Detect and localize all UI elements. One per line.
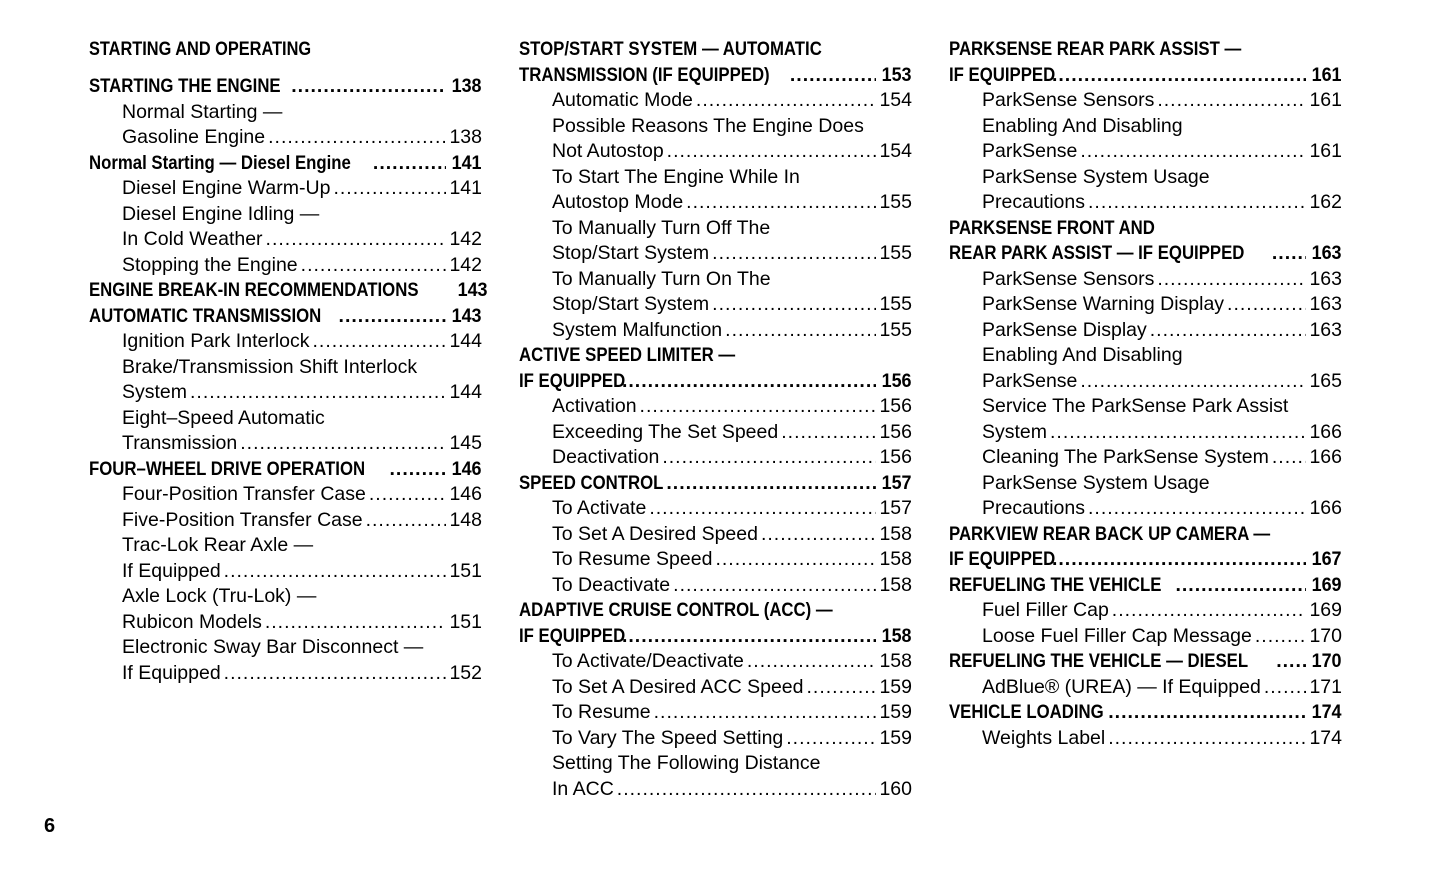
toc-major-entry[interactable] <box>89 278 488 304</box>
page-ref: 156 <box>879 420 912 443</box>
dot-leader <box>622 369 877 395</box>
entry-title-line: To Activate/Deactivate <box>552 650 744 672</box>
toc-sub-entry[interactable] <box>519 496 912 522</box>
entry-title-line: Precautions <box>982 497 1085 519</box>
page-ref: 152 <box>449 661 482 684</box>
page-ref: 159 <box>879 701 912 723</box>
toc-sub-entry[interactable] <box>949 598 1342 624</box>
dot-leader <box>339 304 447 330</box>
dot-leader <box>666 471 876 497</box>
entry-title-line: ParkSense Sensors <box>982 267 1155 290</box>
entry-title-line: VEHICLE LOADING <box>949 701 1104 723</box>
dot-leader <box>268 125 446 151</box>
page-ref: 155 <box>879 191 912 213</box>
dot-leader <box>1272 241 1307 267</box>
dot-leader <box>640 394 877 420</box>
entry-title-line: IF EQUIPPED <box>949 63 1056 86</box>
toc-sub-entry[interactable] <box>519 751 912 802</box>
page-ref: 153 <box>882 63 912 86</box>
dot-leader <box>662 445 876 471</box>
toc-major-entry[interactable] <box>949 649 1342 675</box>
dot-leader <box>240 431 446 457</box>
toc-sub-entry[interactable] <box>949 318 1342 344</box>
page-ref: 156 <box>882 369 912 392</box>
page-ref: 171 <box>1309 675 1342 698</box>
page-ref: 163 <box>1309 293 1342 315</box>
page-ref: 157 <box>879 497 912 519</box>
entry-title-line: IF EQUIPPED <box>519 369 626 392</box>
page-ref: 141 <box>449 177 482 199</box>
dot-leader <box>696 88 877 114</box>
toc-sub-entry[interactable] <box>89 329 482 355</box>
page-ref: 151 <box>449 559 482 582</box>
page-ref: 156 <box>879 446 912 468</box>
dot-leader <box>761 522 876 548</box>
toc-sub-entry[interactable] <box>89 176 482 202</box>
entry-title-line: Weights Label <box>982 726 1106 749</box>
toc-sub-entry[interactable] <box>949 471 1342 522</box>
dot-leader <box>1264 675 1307 701</box>
toc-sub-entry[interactable] <box>89 406 482 457</box>
page-ref: 158 <box>879 548 912 570</box>
entry-title-line: Activation <box>552 395 637 417</box>
dot-leader <box>1255 624 1307 650</box>
entry-title-line: STOP/START SYSTEM — AUTOMATIC <box>519 38 822 60</box>
dot-leader <box>1088 190 1306 216</box>
toc-sub-entry[interactable] <box>519 114 912 165</box>
entry-title-line: To Set A Desired Speed <box>552 522 758 545</box>
entry-title-line: PARKVIEW REAR BACK UP CAMERA — <box>949 522 1271 545</box>
entry-title-line: Transmission <box>122 432 238 454</box>
entry-title-line: To Resume Speed <box>552 548 713 570</box>
entry-title-line: If Equipped <box>122 559 221 582</box>
entry-title-line: Stop/Start System <box>552 293 710 315</box>
dot-leader <box>712 241 876 267</box>
page-ref: 148 <box>449 508 482 531</box>
page-ref: 142 <box>449 228 482 250</box>
toc-major-entry[interactable] <box>89 74 482 100</box>
page-ref: 146 <box>452 457 482 480</box>
page-ref: 159 <box>879 726 912 749</box>
toc-sub-entry[interactable] <box>89 482 482 508</box>
entry-title-line: ParkSense Warning Display <box>982 293 1225 315</box>
toc-major-entry[interactable] <box>519 343 912 394</box>
entry-title-line: System <box>982 420 1048 443</box>
entry-title-line: To Resume <box>552 701 651 723</box>
page-ref: 156 <box>879 395 912 417</box>
page-ref: 161 <box>1309 140 1342 162</box>
toc-sub-entry[interactable] <box>519 726 912 752</box>
toc-major-entry[interactable] <box>519 37 912 88</box>
dot-leader <box>373 151 447 177</box>
toc-sub-entry[interactable] <box>89 533 482 584</box>
entry-title-line: Exceeding The Set Speed <box>552 420 779 443</box>
toc-sub-entry[interactable] <box>949 165 1342 216</box>
dot-leader <box>667 139 877 165</box>
entry-title-line: Stop/Start System <box>552 242 710 264</box>
entry-title-line: ENGINE BREAK-IN RECOMMENDATIONS <box>89 279 419 301</box>
entry-title-line: Diesel Engine Idling — <box>122 202 320 225</box>
dot-leader <box>369 482 447 508</box>
page-ref: 165 <box>1309 369 1342 392</box>
entry-title-line: ACTIVE SPEED LIMITER — <box>519 344 736 366</box>
page-ref: 163 <box>1312 242 1342 264</box>
page-ref: 138 <box>452 75 482 97</box>
page-ref: 142 <box>449 253 482 276</box>
entry-title-line: STARTING THE ENGINE <box>89 75 281 97</box>
entry-title-line: In ACC <box>552 777 614 800</box>
entry-title-line: PARKSENSE FRONT AND <box>949 216 1155 239</box>
toc-major-entry[interactable] <box>949 216 1342 267</box>
dot-leader <box>1108 726 1306 752</box>
entry-title-line: Normal Starting — <box>122 100 283 123</box>
toc-sub-entry[interactable] <box>949 292 1342 318</box>
page-ref: 163 <box>1309 267 1342 290</box>
dot-leader <box>224 559 447 585</box>
dot-leader <box>1050 420 1306 446</box>
entry-title-line: FOUR–WHEEL DRIVE OPERATION <box>89 457 366 480</box>
dot-leader <box>224 661 447 687</box>
page-ref: 161 <box>1312 63 1342 86</box>
dot-leader <box>389 457 446 483</box>
entry-title-line: AUTOMATIC TRANSMISSION <box>89 304 322 327</box>
entry-title-line: REAR PARK ASSIST — IF EQUIPPED <box>949 242 1245 264</box>
toc-sub-entry[interactable] <box>519 649 912 675</box>
entry-title-line: Precautions <box>982 191 1085 213</box>
entry-title-line: Rubicon Models <box>122 610 262 633</box>
toc-sub-entry[interactable] <box>519 420 912 446</box>
toc-sub-entry[interactable] <box>89 253 482 279</box>
toc-major-entry[interactable] <box>89 151 482 177</box>
toc-sub-entry[interactable] <box>89 584 482 635</box>
toc-sub-entry[interactable] <box>519 216 912 267</box>
dot-leader <box>1088 496 1306 522</box>
dot-leader <box>654 700 877 726</box>
dot-leader <box>1227 292 1306 318</box>
entry-title-line: To Manually Turn On The <box>552 267 771 290</box>
dot-leader <box>1175 573 1306 599</box>
entry-title-line: If Equipped <box>122 661 221 684</box>
dot-leader <box>333 176 446 202</box>
toc-sub-entry[interactable] <box>949 394 1342 445</box>
page-ref: 169 <box>1312 573 1342 596</box>
dot-leader <box>1157 267 1306 293</box>
page-ref: 166 <box>1309 497 1342 519</box>
page-ref: 170 <box>1312 650 1342 672</box>
dot-leader <box>1276 649 1306 675</box>
toc-major-entry[interactable] <box>949 522 1342 573</box>
toc-sub-entry[interactable] <box>949 675 1342 701</box>
page-ref: 158 <box>879 522 912 545</box>
entry-title-line: Ignition Park Interlock <box>122 330 310 352</box>
page-ref: 167 <box>1312 548 1342 570</box>
toc-major-entry[interactable] <box>519 471 912 497</box>
dot-leader <box>781 420 876 446</box>
toc-sub-entry[interactable] <box>519 267 912 318</box>
entry-title-line: Enabling And Disabling <box>982 114 1183 137</box>
dot-leader <box>266 227 447 253</box>
entry-title-line: Axle Lock (Tru-Lok) — <box>122 585 317 607</box>
dot-leader <box>649 496 876 522</box>
toc-sub-entry[interactable] <box>519 573 912 599</box>
toc-sub-entry[interactable] <box>89 355 482 406</box>
entry-title-line: Deactivation <box>552 446 660 468</box>
entry-title-line: System <box>122 381 188 403</box>
page-ref: 144 <box>449 381 482 403</box>
entry-title-line: To Vary The Speed Setting <box>552 726 784 749</box>
page-ref: 143 <box>457 279 488 301</box>
page-ref: 160 <box>879 777 912 800</box>
dot-leader <box>301 253 447 279</box>
entry-title-line: To Deactivate <box>552 573 671 596</box>
entry-title-line: Brake/Transmission Shift Interlock <box>122 355 418 378</box>
entry-title-line: PARKSENSE REAR PARK ASSIST — <box>949 38 1242 60</box>
page-ref: 166 <box>1309 420 1342 443</box>
entry-title-line: Diesel Engine Warm-Up <box>122 177 331 199</box>
toc-sub-entry[interactable] <box>89 508 482 534</box>
toc-sub-entry[interactable] <box>949 343 1342 394</box>
page-ref: 158 <box>879 573 912 596</box>
entry-title-line: ADAPTIVE CRUISE CONTROL (ACC) — <box>519 599 833 621</box>
page-ref: 138 <box>449 126 482 148</box>
page-ref: 151 <box>449 610 482 633</box>
dot-leader <box>1080 369 1306 395</box>
dot-leader <box>786 726 876 752</box>
dot-leader <box>313 329 447 355</box>
toc-column-1 <box>89 37 488 686</box>
dot-leader <box>1150 318 1307 344</box>
page-ref: 166 <box>1309 446 1342 468</box>
entry-title-line: Eight–Speed Automatic <box>122 406 325 429</box>
dot-leader <box>1157 88 1306 114</box>
toc-sub-entry[interactable] <box>519 165 912 216</box>
page-ref: 170 <box>1309 624 1342 647</box>
toc-sub-entry[interactable] <box>519 675 912 701</box>
toc-sub-entry[interactable] <box>949 445 1342 471</box>
toc-sub-entry[interactable] <box>949 114 1342 165</box>
dot-leader <box>1272 445 1307 471</box>
entry-title-line: ParkSense <box>982 369 1078 392</box>
dot-leader <box>790 63 877 89</box>
entry-title-line: REFUELING THE VEHICLE <box>949 573 1162 596</box>
page-ref: 144 <box>449 330 482 352</box>
entry-title-line: IF EQUIPPED <box>949 548 1056 570</box>
dot-leader <box>712 292 876 318</box>
toc-sub-entry[interactable] <box>949 726 1342 752</box>
entry-title-line: Loose Fuel Filler Cap Message <box>982 624 1252 647</box>
entry-title-line: REFUELING THE VEHICLE — DIESEL <box>949 650 1249 672</box>
dot-leader <box>725 318 876 344</box>
entry-title-line: Setting The Following Distance <box>552 752 821 774</box>
page-ref: 143 <box>452 304 482 327</box>
dot-leader <box>366 508 447 534</box>
toc-sub-entry[interactable] <box>89 202 482 253</box>
dot-leader <box>1052 63 1307 89</box>
entry-title-line: ParkSense <box>982 140 1078 162</box>
toc-sub-entry[interactable] <box>949 267 1342 293</box>
page-ref: 155 <box>879 242 912 264</box>
toc-sub-entry[interactable] <box>519 318 912 344</box>
entry-title-line: Gasoline Engine <box>122 126 266 148</box>
page-ref: 162 <box>1309 191 1342 213</box>
page-ref: 169 <box>1309 599 1342 621</box>
entry-title-line: Normal Starting — Diesel Engine <box>89 151 351 174</box>
entry-title-line: ParkSense Sensors <box>982 89 1155 111</box>
entry-title-line: Stopping the Engine <box>122 253 298 276</box>
section-heading: STARTING AND OPERATING <box>89 39 312 60</box>
page-ref: 155 <box>879 293 912 315</box>
page-ref: 163 <box>1309 318 1342 341</box>
entry-title-line: Enabling And Disabling <box>982 344 1183 366</box>
toc-sub-entry[interactable] <box>949 88 1342 114</box>
page-ref: 157 <box>882 471 912 494</box>
toc-major-entry[interactable] <box>89 304 482 330</box>
page-ref: 155 <box>879 318 912 341</box>
dot-leader <box>1108 700 1306 726</box>
toc-major-entry[interactable] <box>949 700 1342 726</box>
dot-leader <box>673 573 876 599</box>
toc-major-entry[interactable] <box>89 457 482 483</box>
entry-title-line: SPEED CONTROL <box>519 471 664 494</box>
dot-leader <box>1052 547 1307 573</box>
page-ref: 154 <box>879 89 912 111</box>
page-ref: 146 <box>449 483 482 505</box>
toc-sub-entry[interactable] <box>519 547 912 573</box>
page-ref: 154 <box>879 140 912 162</box>
entry-title-line: To Set A Desired ACC Speed <box>552 675 804 698</box>
entry-title-line: To Activate <box>552 497 647 519</box>
toc-sub-entry[interactable] <box>519 394 912 420</box>
entry-title-line: ParkSense Display <box>982 318 1147 341</box>
entry-title-line: Possible Reasons The Engine Does <box>552 114 864 137</box>
toc-column-2 <box>519 37 912 802</box>
dot-leader <box>715 547 876 573</box>
entry-title-line: AdBlue® (UREA) — If Equipped <box>982 675 1261 698</box>
page-number: 6 <box>44 815 56 837</box>
dot-leader <box>747 649 877 675</box>
dot-leader <box>190 380 446 406</box>
entry-title-line: To Start The Engine While In <box>552 165 800 188</box>
page-ref: 141 <box>452 151 482 174</box>
toc-major-entry[interactable] <box>949 573 1342 599</box>
page-ref: 174 <box>1309 726 1342 749</box>
toc-sub-entry[interactable] <box>519 445 912 471</box>
dot-leader <box>806 675 876 701</box>
page-ref: 159 <box>879 675 912 698</box>
dot-leader <box>1112 598 1307 624</box>
dot-leader <box>1080 139 1306 165</box>
toc-column-3 <box>949 37 1342 751</box>
dot-leader <box>686 190 876 216</box>
page-ref: 161 <box>1309 89 1342 111</box>
dot-leader <box>622 624 877 650</box>
page-ref: 174 <box>1312 701 1342 723</box>
toc-sub-entry[interactable] <box>89 635 482 686</box>
toc-sub-entry[interactable] <box>89 100 482 151</box>
entry-title-line: Autostop Mode <box>552 191 684 213</box>
toc-major-entry[interactable] <box>519 598 912 649</box>
entry-title-line: System Malfunction <box>552 318 723 341</box>
page-ref: 158 <box>882 624 912 647</box>
toc-sub-entry[interactable] <box>519 88 912 114</box>
dot-leader <box>291 74 446 100</box>
toc-sub-entry[interactable] <box>949 624 1342 650</box>
entry-title-line: Cleaning The ParkSense System <box>982 446 1269 468</box>
dot-leader <box>265 610 447 636</box>
entry-title-line: Electronic Sway Bar Disconnect — <box>122 636 424 658</box>
toc-sub-entry[interactable] <box>519 700 912 726</box>
page-ref: 158 <box>879 650 912 672</box>
entry-title-line: ParkSense System Usage <box>982 471 1210 494</box>
toc-major-entry[interactable] <box>949 37 1342 88</box>
entry-title-line: In Cold Weather <box>122 228 263 250</box>
entry-title-line: Not Autostop <box>552 140 664 162</box>
entry-title-line: Trac-Lok Rear Axle — <box>122 534 314 556</box>
entry-title-line: To Manually Turn Off The <box>552 216 771 239</box>
dot-leader <box>617 777 877 803</box>
entry-title-line: Five-Position Transfer Case <box>122 508 363 531</box>
entry-title-line: Fuel Filler Cap <box>982 599 1109 621</box>
entry-title-line: IF EQUIPPED <box>519 624 626 647</box>
entry-title-line: TRANSMISSION (IF EQUIPPED) <box>519 63 770 86</box>
entry-title-line: Four-Position Transfer Case <box>122 483 366 505</box>
entry-title-line: Automatic Mode <box>552 89 693 111</box>
entry-title-line: Service The ParkSense Park Assist <box>982 395 1289 417</box>
entry-title-line: ParkSense System Usage <box>982 165 1210 188</box>
toc-sub-entry[interactable] <box>519 522 912 548</box>
page-ref: 145 <box>449 432 482 454</box>
